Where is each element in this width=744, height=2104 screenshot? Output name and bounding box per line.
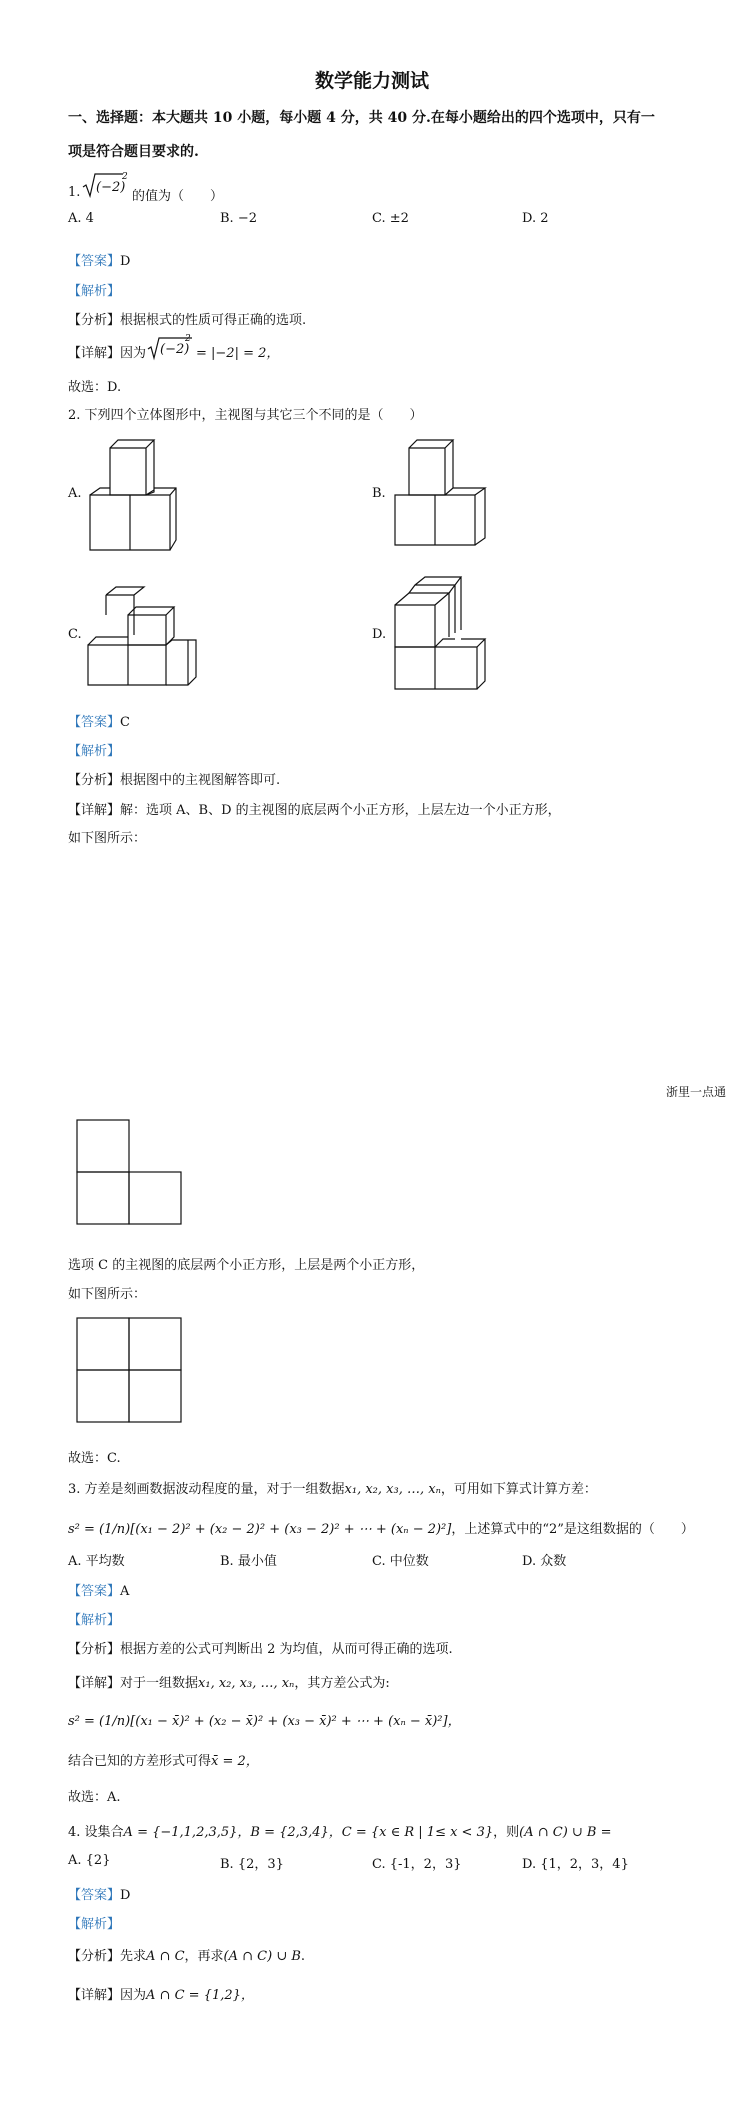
q2-xiangjie: 解：选项 A、B、D 的主视图的底层两个小正方形，上层左边一个小正方形，: [120, 803, 561, 818]
q4-set-c: ，C = {x ∈ R | 1≤ x < 3}: [328, 1825, 494, 1840]
q2-answer-label: 【答案】: [68, 715, 121, 730]
q2-figure-a: [90, 440, 200, 555]
q1-number: 1.: [68, 185, 81, 200]
q1-option-a: A. 4: [68, 211, 94, 226]
q4-set-b: ，B = {2,3,4}: [237, 1825, 329, 1840]
q1-fenxi: 根据根式的性质可得正确的选项.: [120, 313, 307, 328]
q1-option-d: D. 2: [522, 211, 549, 226]
q2-as-shown-1: 如下图所示：: [68, 831, 147, 846]
q2-fenxi-label: 【分析】: [68, 773, 121, 788]
q3-conclusion: 故选：A.: [68, 1790, 121, 1805]
q3-formula: s² = (1/n)[(x₁ − 2)² + (x₂ − 2)² + (x₃ − 2)² + ⋯ + (xₙ − 2)²]: [68, 1522, 452, 1537]
section-heading-cont: 项是符合题目要求的.: [68, 144, 199, 160]
q1-xiangjie-prefix: 因为: [120, 346, 147, 361]
q3-analysis-label: 【解析】: [68, 1613, 121, 1628]
q3-data-seq: x₁, x₂, x₃, …, xₙ: [344, 1482, 441, 1497]
q4-fenxi-label: 【分析】: [68, 1949, 121, 1964]
q3-xiangjie-suffix: ，其方差公式为:: [294, 1676, 390, 1691]
page-title: 数学能力测试: [314, 70, 429, 92]
q1-answer: D: [120, 254, 131, 269]
q3-formula-tail: ，上述算式中的“2”是这组数据的（ ）: [451, 1522, 694, 1537]
watermark: 浙里一点通: [666, 1085, 727, 1099]
q3-answer-label: 【答案】: [68, 1584, 121, 1599]
q1-answer-label: 【答案】: [68, 254, 121, 269]
q1-exponent: 2: [122, 172, 128, 182]
q2-figure-b: [395, 440, 505, 555]
q2-xiangjie-label: 【详解】: [68, 803, 121, 818]
q3-option-d: D. 众数: [522, 1554, 567, 1569]
q4-stem-prefix: 4. 设集合: [68, 1825, 124, 1840]
q1-conclusion: 故选：D.: [68, 380, 122, 395]
q3-option-a: A. 平均数: [68, 1554, 125, 1569]
q2-figure-d: [395, 575, 505, 695]
q2-option-d-label: D.: [372, 627, 387, 642]
q2-front-view-c: [77, 1318, 187, 1428]
q2-option-c-label: C.: [68, 627, 82, 642]
q1-xiangjie-radicand: (−2): [160, 342, 190, 357]
q3-formula2: s² = (1/n)[(x₁ − x̄)² + (x₂ − x̄)² + (x₃ − x̄)² + ⋯ + (xₙ − x̄)²]，: [68, 1714, 461, 1729]
q1-xiangjie-label: 【详解】: [68, 346, 121, 361]
q4-option-a: A. {2}: [68, 1853, 111, 1868]
q4-stem-suffix: ，则: [493, 1825, 520, 1840]
q3-stem-suffix: ，可用如下算式计算方差：: [440, 1482, 597, 1497]
q3-xiangjie-seq: x₁, x₂, x₃, …, xₙ: [198, 1676, 295, 1691]
q2-option-a-label: A.: [68, 486, 82, 501]
q3-combine: 结合已知的方差形式可得: [68, 1754, 212, 1769]
q1-xiangjie-result: = |−2| = 2，: [196, 346, 280, 361]
q4-fenxi-a: A ∩ C: [146, 1949, 185, 1964]
q4-xiangjie-label: 【详解】: [68, 1988, 121, 2003]
q4-option-d: D. {1，2，3，4}: [522, 1857, 629, 1872]
q2-analysis-label: 【解析】: [68, 744, 121, 759]
q4-set-a: A = {−1,1,2,3,5}: [123, 1825, 238, 1840]
q3-fenxi: 根据方差的公式可判断出 2 为均值，从而可得正确的选项.: [120, 1642, 453, 1657]
q3-option-c: C. 中位数: [372, 1554, 429, 1569]
q4-option-c: C. {-1，2，3}: [372, 1857, 462, 1872]
q1-radicand: (−2): [96, 180, 126, 195]
q3-answer: A: [120, 1584, 130, 1599]
q1-stem: 的值为（ ）: [132, 189, 224, 204]
q4-answer: D: [120, 1888, 131, 1903]
q2-option-b-label: B.: [372, 486, 386, 501]
q4-expr: (A ∩ C) ∪ B =: [519, 1825, 612, 1840]
q4-answer-label: 【答案】: [68, 1888, 121, 1903]
q2-conclusion: 故选：C.: [68, 1451, 121, 1466]
q1-option-b: B. −2: [220, 211, 257, 226]
q1-fenxi-label: 【分析】: [68, 313, 121, 328]
q3-combine-math: x̄ = 2，: [211, 1754, 259, 1769]
q3-option-b: B. 最小值: [220, 1554, 277, 1569]
q4-fenxi-b: (A ∩ C) ∪ B: [223, 1949, 301, 1964]
q3-fenxi-label: 【分析】: [68, 1642, 121, 1657]
q2-figure-c: [88, 585, 198, 690]
q2-as-shown-2: 如下图所示：: [68, 1287, 147, 1302]
q4-option-b: B. {2，3}: [220, 1857, 284, 1872]
q4-analysis-label: 【解析】: [68, 1917, 121, 1932]
q3-stem-prefix: 3. 方差是刻画数据波动程度的量，对于一组数据: [68, 1482, 345, 1497]
q2-answer: C: [120, 715, 130, 730]
q2-stem: 2. 下列四个立体图形中，主视图与其它三个不同的是（ ）: [68, 408, 423, 423]
q4-fenxi-mid: ，再求: [184, 1949, 224, 1964]
q4-xiangjie-math: A ∩ C = {1,2}，: [146, 1988, 254, 2003]
q1-xiangjie-exp: 2: [185, 334, 191, 344]
section-heading: 一、选择题：本大题共 10 小题，每小题 4 分，共 40 分.在每小题给出的四个选项中，只有一: [68, 110, 655, 126]
q1-option-c: C. ±2: [372, 211, 409, 226]
q2-c-text: 选项 C 的主视图的底层两个小正方形，上层是两个小正方形，: [68, 1258, 425, 1273]
q2-front-view-abd: [77, 1120, 187, 1232]
q3-xiangjie-prefix: 对于一组数据: [120, 1676, 199, 1691]
q1-analysis-label: 【解析】: [68, 284, 121, 299]
q3-xiangjie-label: 【详解】: [68, 1676, 121, 1691]
q4-fenxi-end: .: [300, 1949, 306, 1964]
q4-fenxi-prefix: 先求: [120, 1949, 147, 1964]
q2-fenxi: 根据图中的主视图解答即可.: [120, 773, 281, 788]
q4-xiangjie-prefix: 因为: [120, 1988, 147, 2003]
